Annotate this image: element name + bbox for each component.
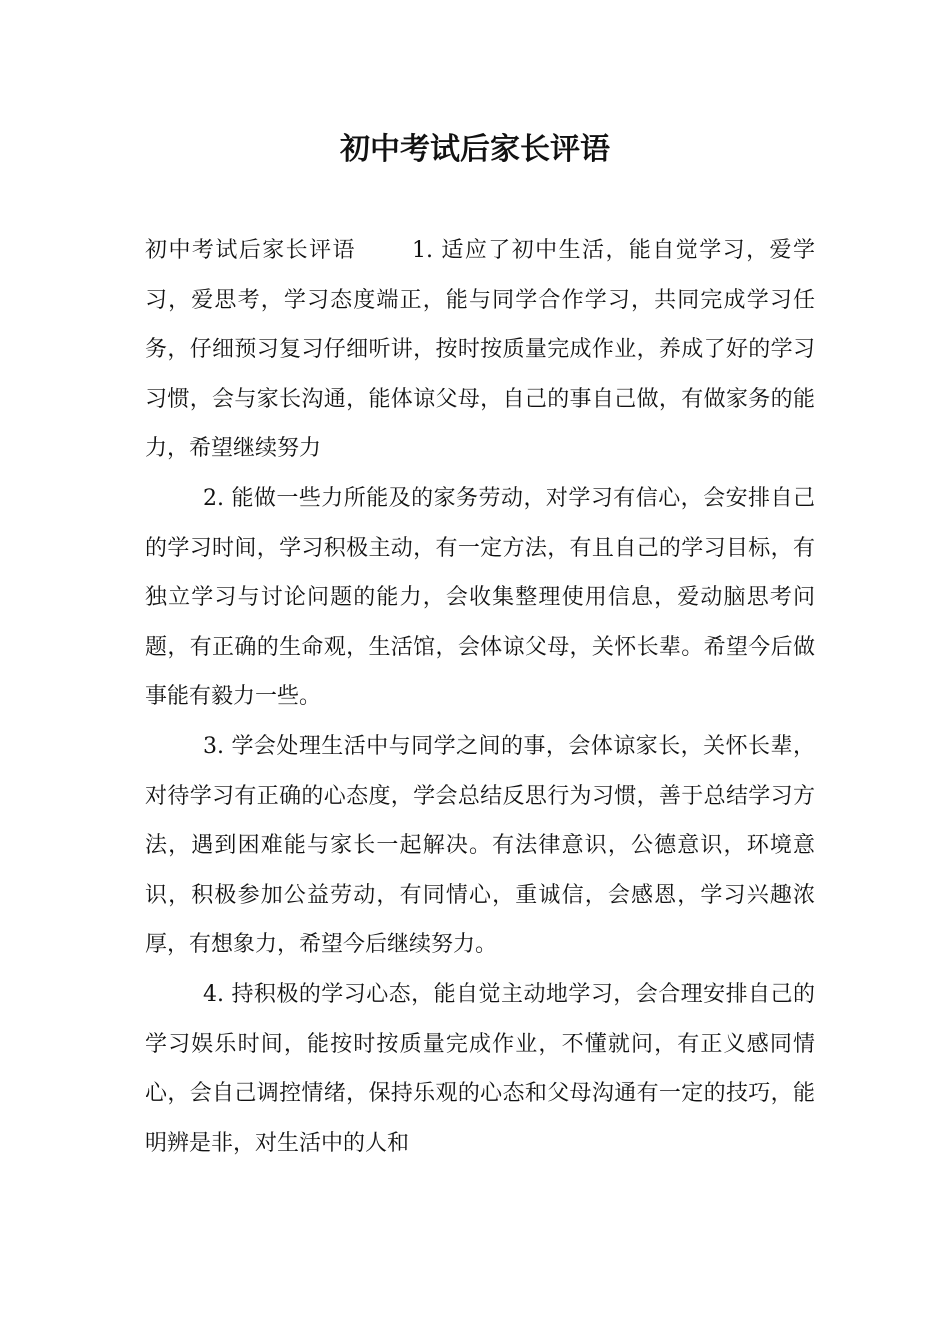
paragraph-2: 2. 能做一些力所能及的家务劳动，对学习有信心，会安排自己的学习时间，学习积极主动，有一定方法，有且自己的学习目标，有独立学习与讨论问题的能力，会收集整理使用信息，爱动脑思考问题，有正确的生命观，生活馆，会体谅父母，关怀长辈。希望今后做事能有毅力一些。 — [145, 485, 815, 710]
document-body — [145, 226, 815, 1168]
paragraph-4: 4. 持积极的学习心态，能自觉主动地学习，会合理安排自己的学习娱乐时间，能按时按质量完成作业，不懂就问，有正义感同情心，会自己调控情绪，保持乐观的心态和父母沟通有一定的技巧，能明辨是非，对生活中的人和 — [145, 981, 815, 1156]
paragraph-1-text: 1. 适应了初中生活，能自觉学习，爱学习，爱思考，学习态度端正，能与同学合作学习，共同完成学习任务，仔细预习复习仔细听讲，按时按质量完成作业，养成了好的学习习惯，会与家长沟通，能体谅父母，自己的事自己做，有做家务的能力，希望继续努力 — [145, 238, 815, 462]
paragraph-1 — [145, 226, 815, 474]
document-title: 初中考试后家长评语 — [340, 132, 610, 167]
paragraph-3: 3. 学会处理生活中与同学之间的事，会体谅家长，关怀长辈，对待学习有正确的心态度，学会总结反思行为习惯，善于总结学习方法，遇到困难能与家长一起解决。有法律意识，公德意识，环境意识，积极参加公益劳动，有同情心，重诚信，会感恩，学习兴趣浓厚，有想象力，希望今后继续努力。 — [145, 733, 815, 958]
paragraph-1-lead: 初中考试后家长评语 — [145, 238, 356, 263]
